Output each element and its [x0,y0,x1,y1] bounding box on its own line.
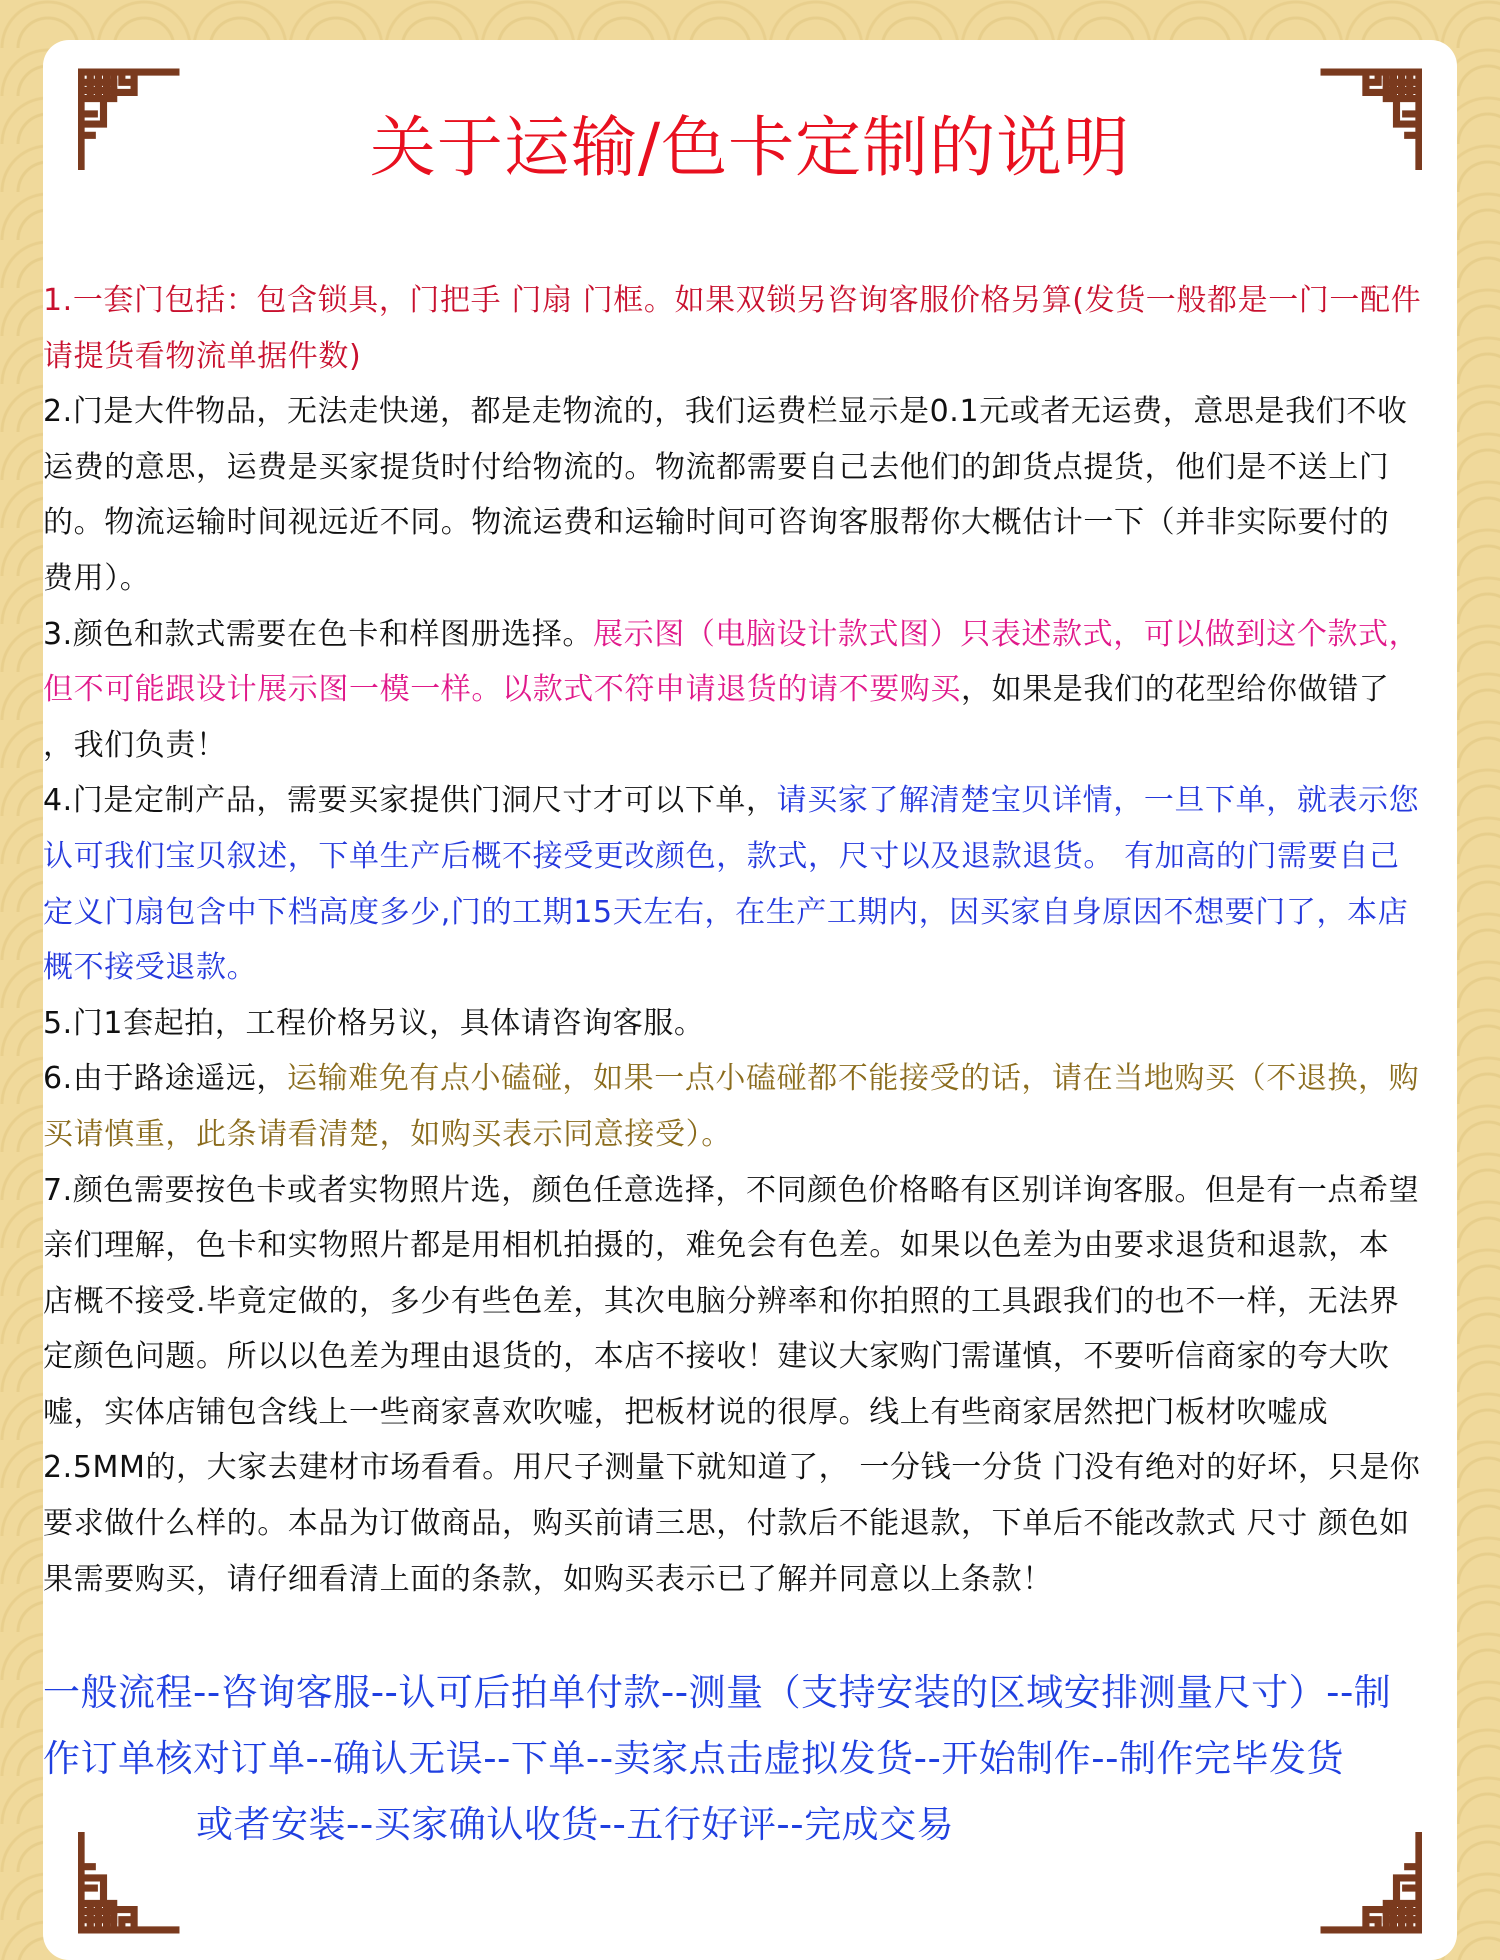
term-text-segment: ，如果是我们的花型给你做错了 [961,672,1390,708]
term-item-7 [43,1163,1500,1608]
term-line [43,384,1500,440]
term-text-segment: 定义门扇包含中下档高度多少,门的工期15天左右，在生产工期内，因买家自身原因不想要门了，本店 [43,894,1409,930]
term-text-segment: 2.5MM的，大家去建材市场看看。用尺子测量下就知道了， 一分钱一分货 门没有绝对的好坏，只是你 [43,1450,1421,1486]
term-text-segment: ，我们负责！ [43,727,227,763]
page-title: 关于运输/色卡定制的说明 [369,109,1131,186]
term-item-5 [43,996,1500,1052]
term-text-segment: 运费的意思，运费是买家提货时付给物流的。物流都需要自己去他们的卸货点提货，他们是不送上门 [43,449,1390,485]
term-line [43,273,1500,329]
term-line [43,1107,1500,1163]
flow-line: 一般流程--咨询客服--认可后拍单付款--测量（支持安装的区域安排测量尺寸）--制 [43,1671,1392,1714]
term-line [43,607,1500,663]
term-text-segment: 要求做什么样的。本品为订做商品，购买前请三思，付款后不能退款，下单后不能改款式 尺寸 颜色如 [43,1506,1410,1542]
term-text-segment: 亲们理解，色卡和实物照片都是用相机拍摄的，难免会有色差。如果以色差为由要求退货和退款，本 [43,1228,1390,1264]
term-item-3 [43,607,1500,774]
term-line [43,1218,1500,1274]
notice-card [43,40,1457,1960]
term-line [43,1274,1500,1330]
term-text-segment: 请买家了解清楚宝贝详情，一旦下单，就表示您 [776,783,1420,819]
term-item-6 [43,1051,1500,1162]
term-text-segment: 认可我们宝贝叙述，下单生产后概不接受更改颜色，款式，尺寸以及退款退货。 有加高的门需要自己 [43,838,1400,874]
term-item-2 [43,384,1500,606]
term-text-segment: 买请慎重，此条请看清楚，如购买表示同意接受）。 [43,1116,732,1152]
term-item-4 [43,773,1500,995]
term-line [43,1440,1500,1496]
term-item-1 [43,273,1500,384]
term-text-segment: 1.一套门包括：包含锁具，门把手 门扇 门框。如果双锁另咨询客服价格另算(发货一般都是一门一配件 [43,283,1422,318]
term-text-segment: 定颜色问题。所以以色差为理由退货的，本店不接收！建议大家购门需谨慎，不要听信商家的夸大吹 [43,1339,1390,1375]
term-line [43,1163,1500,1219]
term-line [43,885,1500,941]
term-text-segment: 请提货看物流单据件数) [43,338,362,374]
term-text-segment: 费用）。 [43,560,151,596]
terms-list [43,273,1500,1607]
term-line [43,1051,1500,1107]
term-line [43,1329,1500,1385]
term-text-segment: 5.门1套起拍，工程价格另议，具体请咨询客服。 [43,1005,705,1041]
term-line [43,773,1500,829]
term-text-segment: 展示图（电脑设计款式图）只表述款式，可以做到这个款式， [593,616,1420,652]
term-line [43,329,1500,385]
term-text-segment: 但不可能跟设计展示图一模一样。以款式不符申请退货的请不要购买 [43,672,961,708]
term-line [43,662,1500,718]
term-line [43,1385,1500,1441]
term-text-segment: 果需要购买，请仔细看清上面的条款，如购买表示已了解并同意以上条款！ [43,1561,1053,1597]
term-line [43,495,1500,551]
term-line [43,940,1500,996]
term-text-segment: 3.颜色和款式需要在色卡和样图册选择。 [43,616,594,652]
term-text-segment: 运输难免有点小磕碰，如果一点小磕碰都不能接受的话，请在当地购买（不退换，购 [287,1061,1420,1097]
term-text-segment: 7.颜色需要按色卡或者实物照片选，颜色任意选择，不同颜色价格略有区别详询客服。但是有一点希望 [43,1172,1420,1208]
flow-line: 或者安装--买家确认收货--五行好评--完成交易 [196,1803,955,1846]
term-text-segment: 概不接受退款。 [43,950,258,986]
term-text-segment: 6.由于路途遥远， [43,1061,288,1097]
term-line [43,829,1500,885]
term-line [43,440,1500,496]
term-text-segment: 嘘，实体店铺包含线上一些商家喜欢吹嘘，把板材说的很厚。线上有些商家居然把门板材吹嘘成 [43,1394,1329,1430]
term-line [43,1552,1500,1608]
flow-line: 作订单核对订单--确认无误--下单--卖家点击虚拟发货--开始制作--制作完毕发货 [43,1737,1345,1780]
term-line [43,1496,1500,1552]
term-text-segment: 4.门是定制产品，需要买家提供门洞尺寸才可以下单， [43,783,777,819]
process-flow [43,1660,1463,1858]
term-line [43,718,1500,774]
term-text-segment: 2.门是大件物品，无法走快递，都是走物流的，我们运费栏显示是0.1元或者无运费，意思是我们不收 [43,394,1408,430]
term-line [43,996,1500,1052]
term-text-segment: 的。物流运输时间视远近不同。物流运费和运输时间可咨询客服帮你大概估计一下（并非实际要付的 [43,505,1390,541]
term-text-segment: 店概不接受.毕竟定做的，多少有些色差，其次电脑分辨率和你拍照的工具跟我们的也不一样，无法界 [43,1283,1400,1319]
term-line [43,551,1500,607]
